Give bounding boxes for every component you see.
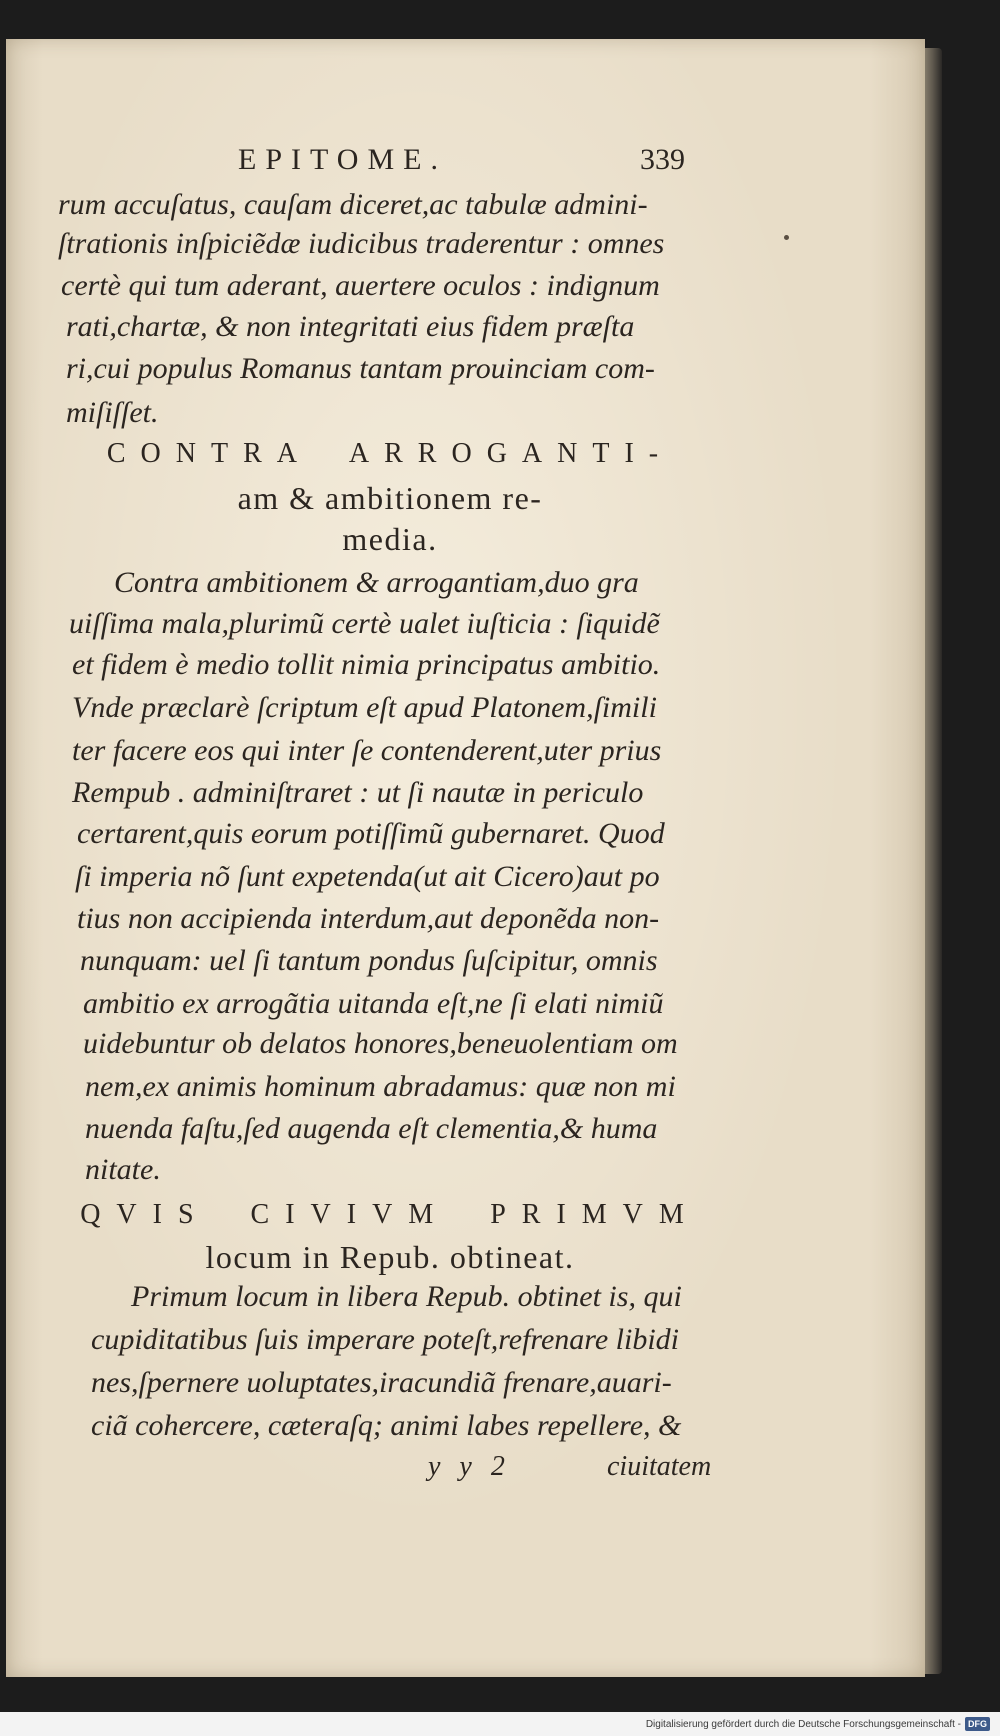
text-line: rum accuſatus, cauſam diceret,ac tabulæ admini- xyxy=(58,188,648,221)
heading-line: media. xyxy=(342,521,438,557)
heading-line: CONTRA ARROGANTI- xyxy=(106,438,674,469)
text-line: uiſſima mala,plurimũ certè ualet iuſticia : ſiquidẽ xyxy=(69,607,660,640)
text-line: ſi imperia nõ ſunt expetenda(ut ait Cicero)aut po xyxy=(75,860,660,893)
text-line: et fidem è medio tollit nimia principatus ambitio. xyxy=(72,648,661,681)
text-line: miſiſſet. xyxy=(66,396,159,429)
credit-text: Digitalisierung gefördert durch die Deutsche Forschungsgemeinschaft - xyxy=(645,1718,961,1730)
text-line: cupiditatibus ſuis imperare poteſt,refrenare libidi xyxy=(91,1323,680,1356)
text-line: ter facere eos qui inter ſe contenderent,uter prius xyxy=(72,734,662,767)
dfg-logo-icon: DFG xyxy=(965,1717,990,1731)
page-number: 339 xyxy=(640,143,685,176)
text-line: Contra ambitionem & arrogantiam,duo gra xyxy=(114,566,639,599)
text-line: ſtrationis inſpiciẽdæ iudicibus traderentur : omnes xyxy=(58,227,665,260)
running-head: EPITOME. xyxy=(238,143,447,176)
text-line: rati,chartæ, & non integritati eius fidem præſta xyxy=(66,310,635,343)
text-line: tius non accipienda interdum,aut deponẽda non- xyxy=(77,902,660,935)
book-page xyxy=(6,39,925,1677)
catchword: ciuitatem xyxy=(607,1451,712,1482)
text-line: nes,ſpernere uoluptates,iracundiã frenare,auari- xyxy=(91,1366,672,1399)
text-line: uidebuntur ob delatos honores,beneuolentiam om xyxy=(83,1027,678,1060)
text-line: ciã cohercere, cæteraſq; animi labes repellere, & xyxy=(91,1409,682,1442)
text-line: Primum locum in libera Repub. obtinet is, qui xyxy=(131,1280,682,1313)
text-line: Rempub . adminiſtraret : ut ſi nautæ in periculo xyxy=(72,776,644,809)
text-line: Vnde præclarè ſcriptum eſt apud Platonem,ſimili xyxy=(72,691,657,724)
heading-line: am & ambitionem re- xyxy=(237,480,543,516)
digitization-credit xyxy=(0,1712,1000,1736)
heading-line: QVIS CIVIVM PRIMVM xyxy=(80,1199,700,1230)
signature-mark: y y 2 xyxy=(428,1451,511,1482)
text-line: ri,cui populus Romanus tantam prouinciam com- xyxy=(66,352,655,385)
heading-line: locum in Repub. obtineat. xyxy=(205,1239,575,1275)
text-line: nitate. xyxy=(85,1153,161,1186)
text-line: ambitio ex arrogãtia uitanda eſt,ne ſi elati nimiũ xyxy=(83,987,664,1020)
text-line: nunquam: uel ſi tantum pondus ſuſcipitur, omnis xyxy=(80,944,658,977)
text-line: nuenda faſtu,ſed augenda eſt clementia,& huma xyxy=(85,1112,658,1145)
ink-speck xyxy=(784,235,789,240)
text-line: certè qui tum aderant, auertere oculos : indignum xyxy=(61,269,660,302)
text-line: certarent,quis eorum potiſſimũ gubernaret. Quod xyxy=(77,817,665,850)
text-line: nem,ex animis hominum abradamus: quæ non mi xyxy=(85,1070,676,1103)
